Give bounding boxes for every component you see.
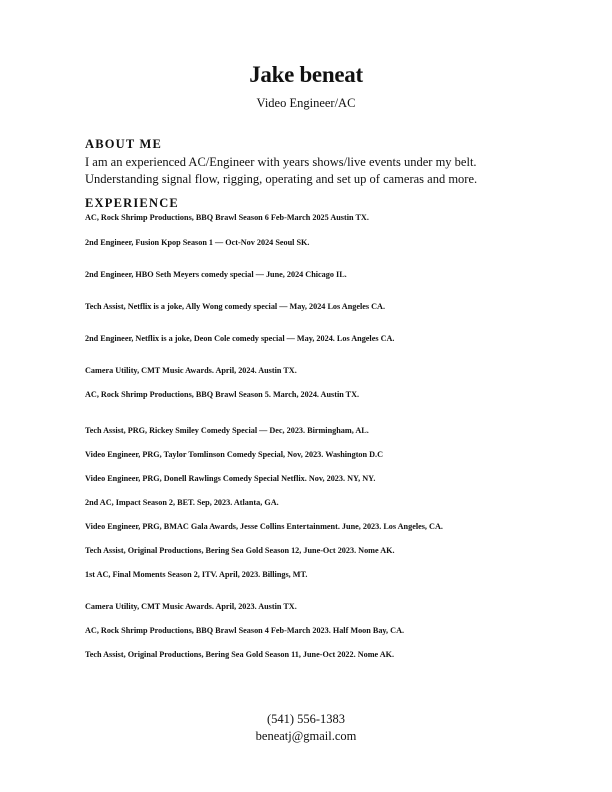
experience-item: 2nd Engineer, Fusion Kpop Season 1 — Oct-Nov 2024 Seoul SK. [85,238,310,247]
experience-heading: EXPERIENCE [85,196,179,210]
experience-item: 1st AC, Final Moments Season 2, ITV. April, 2023. Billings, MT. [85,570,308,579]
experience-item: Tech Assist, PRG, Rickey Smiley Comedy Special — Dec, 2023. Birmingham, AL. [85,426,369,435]
contact-phone: (541) 556-1383 [266,712,346,726]
about-heading: ABOUT ME [85,137,163,151]
resume-name: Jake beneat [249,62,363,87]
experience-item: Tech Assist, Netflix is a joke, Ally Wong comedy special — May, 2024 Los Angeles CA. [85,302,385,311]
about-text: I am an experienced AC/Engineer with years shows/live events under my belt. Understanding signal flow, rigging, operating and set up of cameras and more. [85,155,478,186]
experience-item: 2nd Engineer, HBO Seth Meyers comedy special — June, 2024 Chicago IL. [85,270,347,279]
experience-item: AC, Rock Shrimp Productions, BBQ Brawl Season 4 Feb-March 2023. Half Moon Bay, CA. [85,626,405,635]
experience-item: Video Engineer, PRG, BMAC Gala Awards, Jesse Collins Entertainment. June, 2023. Los Angeles, CA. [85,522,443,531]
experience-item: Tech Assist, Original Productions, Bering Sea Gold Season 12, June-Oct 2023. Nome AK. [85,546,395,555]
experience-item: 2nd Engineer, Netflix is a joke, Deon Cole comedy special — May, 2024. Los Angeles CA. [85,334,395,343]
contact-email: beneatj@gmail.com [255,729,357,743]
experience-item: AC, Rock Shrimp Productions, BBQ Brawl Season 5. March, 2024. Austin TX. [85,390,360,399]
experience-item: Video Engineer, PRG, Taylor Tomlinson Comedy Special, Nov, 2023. Washington D.C [85,450,383,459]
experience-item: 2nd AC, Impact Season 2, BET. Sep, 2023. Atlanta, GA. [85,498,279,507]
experience-item: Tech Assist, Original Productions, Bering Sea Gold Season 11, June-Oct 2022. Nome AK. [85,650,395,659]
experience-item: AC, Rock Shrimp Productions, BBQ Brawl Season 6 Feb-March 2025 Austin TX. [85,213,369,222]
experience-item: Video Engineer, PRG, Donell Rawlings Comedy Special Netflix. Nov, 2023. NY, NY. [85,474,376,483]
resume-role: Video Engineer/AC [256,96,356,110]
experience-item: Camera Utility, CMT Music Awards. April, 2023. Austin TX. [85,602,297,611]
experience-item: Camera Utility, CMT Music Awards. April, 2024. Austin TX. [85,366,297,375]
